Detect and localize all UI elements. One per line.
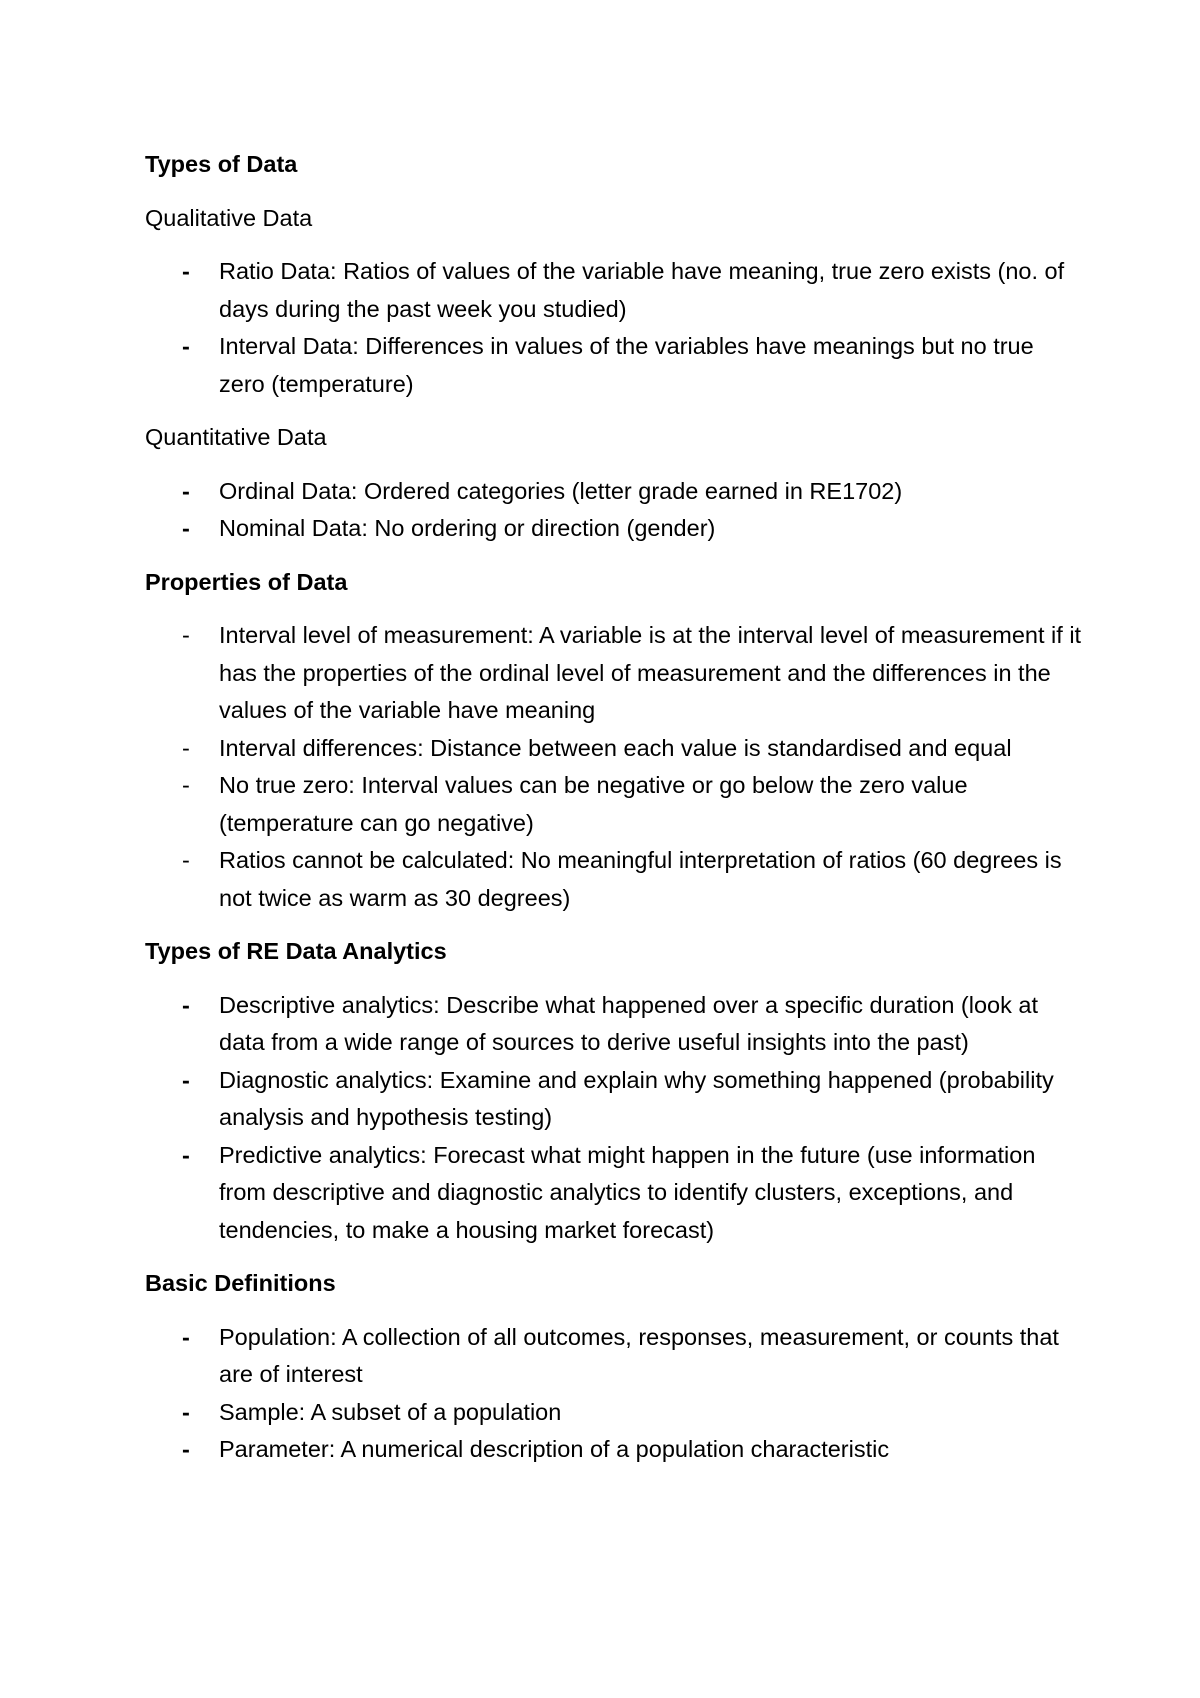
list-item-text: Population: A collection of all outcomes, responses, measurement, or counts that are of interest [219,1323,1059,1387]
list-item-text: Predictive analytics: Forecast what might happen in the future (use information from descriptive and diagnostic analytics to identify clusters, exceptions, and tendencies, to make a housing market forecast) [219,1141,1036,1243]
document-page [145,146,1085,1485]
list-item-text: Interval differences: Distance between each value is standardised and equal [219,734,1012,761]
list-item-text: Interval level of measurement: A variable is at the interval level of measurement if it has the properties of the ordinal level of measurement and the differences in the values of the variable have meaning [219,622,1082,723]
heading-types-of-data: Types of Data [145,151,298,177]
dash-bullet: - [182,333,190,359]
list-item-text: Ratios cannot be calculated: No meaningful interpretation of ratios (60 degrees is not twice as warm as 30 degrees) [219,847,1062,911]
list-item [145,473,1085,511]
dash-bullet: - [182,847,190,873]
heading-properties-of-data: Properties of Data [145,568,348,595]
dash-bullet: - [182,734,190,761]
list-item-text: Diagnostic analytics: Examine and explain why something happened (probability analysis and hypothesis testing) [219,1066,1054,1130]
dash-bullet: - [182,477,190,504]
dash-bullet: - [182,772,190,798]
dash-bullet: - [182,1323,190,1350]
subheading-qualitative-data: Qualitative Data [145,204,313,231]
list-item [145,1137,1085,1250]
list-item-text: No true zero: Interval values can be negative or go below the zero value (temperature can go negative) [219,772,968,836]
list-item [145,328,1085,403]
list-item [145,842,1085,917]
list-item [145,730,1085,768]
dash-bullet: - [182,991,190,1018]
heading-types-of-re-data-analytics: Types of RE Data Analytics [145,938,447,964]
quantitative-data-list [145,473,1085,548]
dash-bullet: - [182,1141,190,1168]
list-item [145,1319,1085,1394]
dash-bullet: - [182,1436,190,1462]
heading-basic-definitions: Basic Definitions [145,1270,336,1296]
properties-of-data-list [145,617,1085,917]
basic-definitions-list [145,1319,1085,1469]
dash-bullet: - [182,1066,190,1093]
dash-bullet: - [182,622,190,648]
list-item-text: Nominal Data: No ordering or direction (gender) [219,515,716,541]
list-item [145,987,1085,1062]
list-item-text: Interval Data: Differences in values of the variables have meanings but no true zero (temperature) [219,333,1034,397]
list-item-text: Ratio Data: Ratios of values of the variable have meaning, true zero exists (no. of days during the past week you studied) [219,258,1065,322]
list-item [145,1062,1085,1137]
dash-bullet: - [182,1398,190,1425]
list-item [145,617,1085,730]
re-data-analytics-list [145,987,1085,1250]
list-item [145,767,1085,842]
dash-bullet: - [182,515,190,541]
list-item-text: Parameter: A numerical description of a population characteristic [219,1436,890,1462]
list-item [145,1431,1085,1469]
list-item [145,253,1085,328]
subheading-quantitative-data: Quantitative Data [145,424,327,450]
dash-bullet: - [182,258,190,284]
list-item [145,510,1085,548]
list-item-text: Descriptive analytics: Describe what happened over a specific duration (look at data from a wide range of sources to derive useful insights into the past) [219,991,1039,1055]
list-item [145,1394,1085,1432]
list-item-text: Ordinal Data: Ordered categories (letter grade earned in RE1702) [219,477,903,504]
list-item-text: Sample: A subset of a population [219,1398,562,1425]
qualitative-data-list [145,253,1085,403]
